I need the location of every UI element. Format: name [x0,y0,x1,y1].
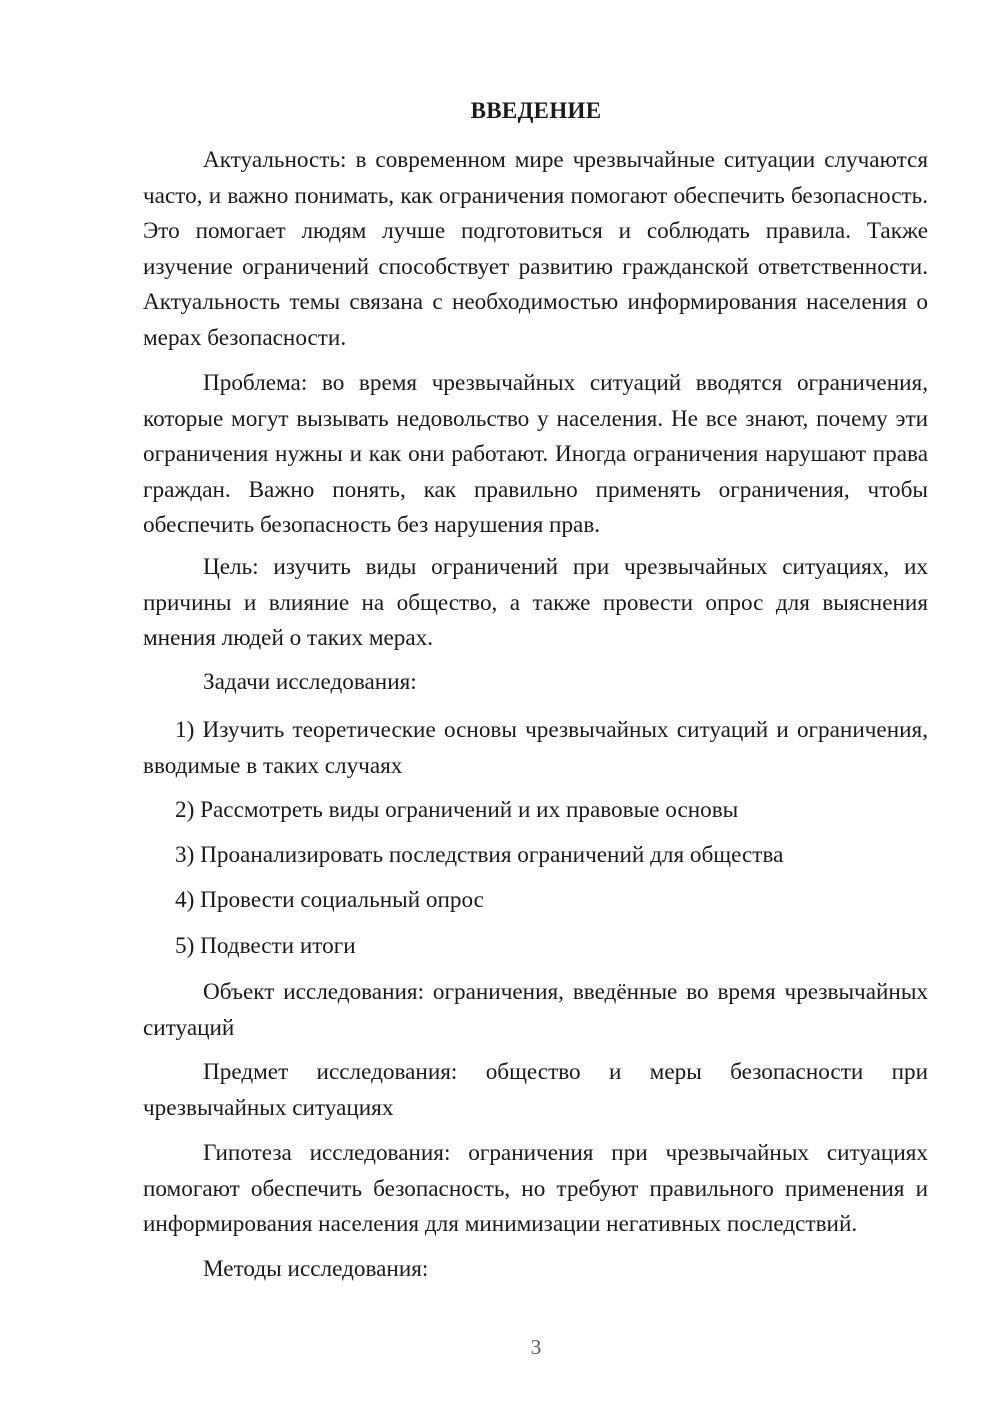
task-item-4: 4) Провести социальный опрос [175,887,484,913]
task-item-5: 5) Подвести итоги [175,933,356,959]
object-paragraph: Объект исследования: ограничения, введённые во время чрезвычайных ситуаций [143,979,928,1041]
problem-paragraph: Проблема: во время чрезвычайных ситуаций вводятся ограничения, которые могут вызывать недовольство у населения. Не все знают, почему эти ограничения нужны и как они работают. Иногда ограничения нарушают права граждан. Важно понять, как правильно применять ограничения, чтобы обеспечить безопасность без нарушения прав. [143,370,928,539]
hypothesis-paragraph: Гипотеза исследования: ограничения при чрезвычайных ситуациях помогают обеспечить безопасность, но требуют правильного применения и информирования населения для минимизации негативных последствий. [143,1140,928,1238]
tasks-heading: Задачи исследования: [203,669,417,695]
methods-heading: Методы исследования: [203,1256,429,1282]
section-heading: ВВЕДЕНИЕ [470,98,602,123]
task-item-1: 1) Изучить теоретические основы чрезвычайных ситуаций и ограничения, вводимые в таких случаях [143,717,928,779]
task-item-3: 3) Проанализировать последствия ограничений для общества [175,842,784,868]
page-number: 3 [530,1335,542,1359]
relevance-paragraph: Актуальность: в современном мире чрезвычайные ситуации случаются часто, и важно понимать, как ограничения помогают обеспечить безопасность. Это помогает людям лучше подготовиться и соблюдать правила. Также изучение ограничений способствует развитию гражданской ответственности. Актуальность темы связана с необходимостью информирования населения о мерах безопасности. [143,147,928,351]
subject-paragraph: Предмет исследования: общество и меры безопасности при чрезвычайных ситуациях [143,1059,928,1121]
task-item-2: 2) Рассмотреть виды ограничений и их правовые основы [175,797,739,823]
goal-paragraph: Цель: изучить виды ограничений при чрезвычайных ситуациях, их причины и влияние на общество, а также провести опрос для выяснения мнения людей о таких мерах. [143,554,928,652]
